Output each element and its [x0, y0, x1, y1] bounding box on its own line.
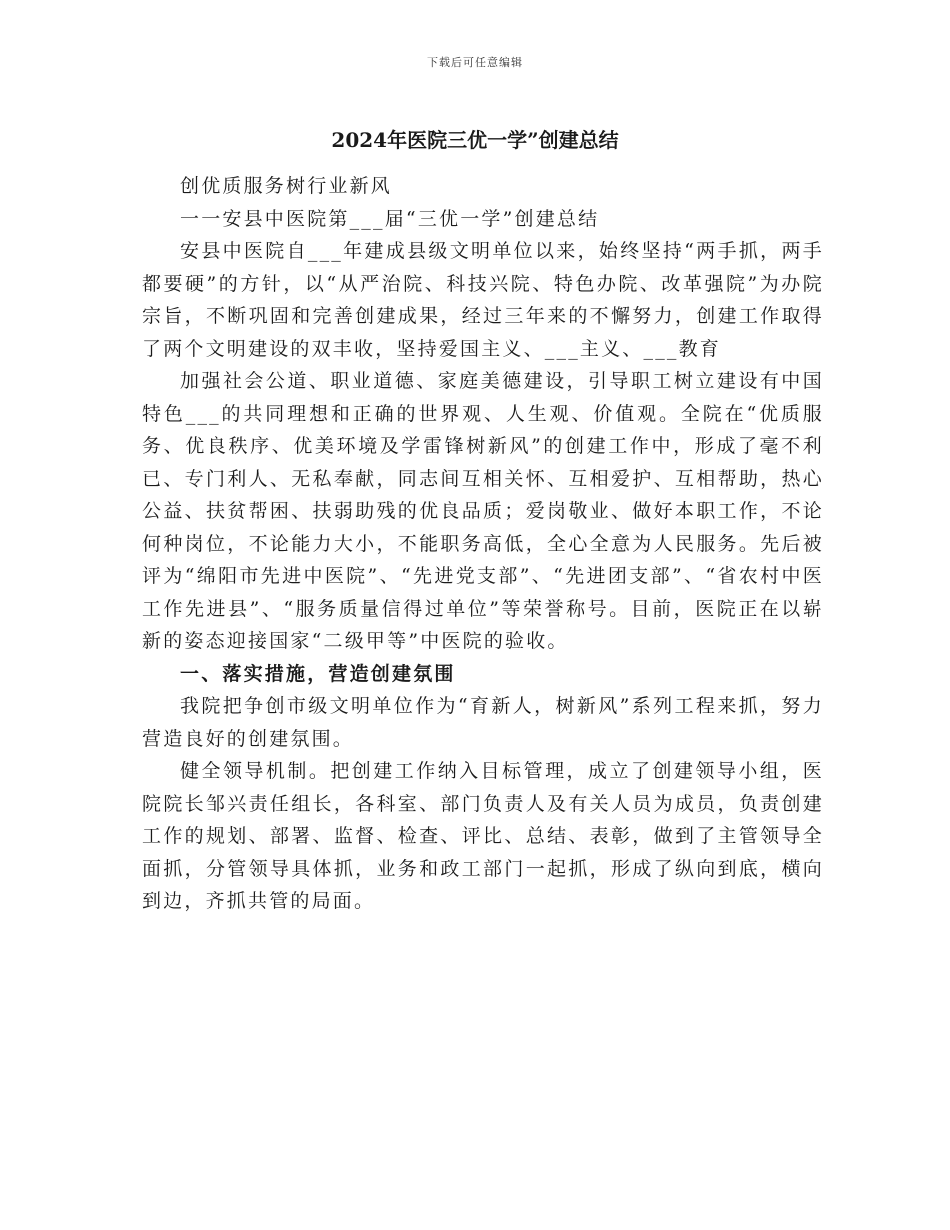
body-paragraph: 我院把争创市级文明单位作为“育新人，树新风”系列工程来抓，努力营造良好的创建氛围。 — [142, 695, 824, 750]
subtitle-paragraph: 创优质服务树行业新风 — [180, 175, 393, 197]
header-note: 下载后可任意编辑 — [427, 56, 523, 69]
body-paragraph: 加强社会公道、职业道德、家庭美德建设，引导职工树立建设有中国特色___的共同理想和正确的世界观、人生观、价值观。全院在“优质服务、优良秩序、优美环境及学雷锋树新风”的创建工作中，形成了毫不利已、专门利人、无私奉献，同志间互相关怀、互相爱护、互相帮助，热心公益、扶贫帮困、扶弱助残的优良品质；爱岗敬业、做好本职工作，不论何种岗位，不论能力大小，不能职务高低，全心全意为人民服务。先后被评为“绵阳市先进中医院”、“先进党支部”、“先进团支部”、“省农村中医工作先进县”、“服务质量信得过单位”等荣誉称号。目前，医院正在以崭新的姿态迎接国家“二级甲等”中医院的验收。 — [142, 370, 824, 652]
subtitle-sub-paragraph: 一一安县中医院第___届“三优一学”创建总结 — [180, 207, 600, 230]
body-paragraph: 安县中医院自___年建成县级文明单位以来，始终坚持“两手抓，两手都要硬”的方针，以“从严治院、科技兴院、特色办院、改革强院”为办院宗旨，不断巩固和完善创建成果，经过三年来的不懈努力，创建工作取得了两个文明建设的双丰收，坚持爱国主义、___主义、___教育 — [142, 240, 824, 360]
document-body — [142, 170, 824, 918]
body-paragraph: 健全领导机制。把创建工作纳入目标管理，成立了创建领导小组，医院院长邹兴责任组长，各科室、部门负责人及有关人员为成员，负责创建工作的规划、部署、监督、检查、评比、总结、表彰，做到了主管领导全面抓，分管领导具体抓，业务和政工部门一起抓，形成了纵向到底，横向到边，齐抓共管的局面。 — [142, 760, 824, 912]
section-heading: 一、落实措施，营造创建氛围 — [180, 662, 456, 685]
document-title: 2024年医院三优一学”创建总结 — [331, 128, 619, 152]
